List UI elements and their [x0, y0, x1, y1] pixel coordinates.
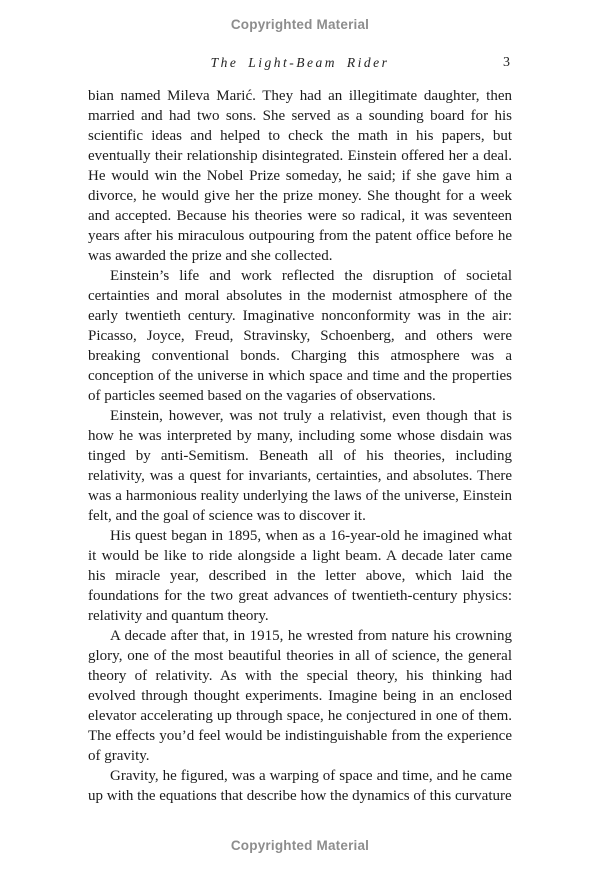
- paragraph: bian named Mileva Marić. They had an illegitimate daughter, then married and had two sons. She served as a sounding board for his scientific ideas and helped to check the math in his papers, but eventually their relationship disintegrated. Einstein offered her a deal. He would win the Nobel Prize someday, he said; if she gave him a divorce, he would give her the prize money. She thought for a week and accepted. Because his theories were so radical, it was seventeen years after his miraculous outpouring from the patent office before he was awarded the prize and she collected.: [88, 88, 512, 264]
- page-body: [88, 86, 512, 806]
- paragraph: Einstein, however, was not truly a relativist, even though that is how he was interpreted by many, including some whose disdain was tinged by anti-Semitism. Beneath all of his theories, including relativity, was a quest for invariants, certainties, and absolutes. There was a harmonious reality underlying the laws of the universe, Einstein felt, and the goal of science was to discover it.: [88, 408, 512, 524]
- paragraph: Gravity, he figured, was a warping of space and time, and he came up with the equations that describe how the dynamics of this curvature: [88, 768, 512, 804]
- chapter-title: The Light-Beam Rider: [210, 55, 390, 70]
- paragraph: A decade after that, in 1915, he wrested from nature his crowning glory, one of the most beautiful theories in all of science, the general theory of relativity. As with the special theory, his thinking had evolved through thought experiments. Imagine being in an enclosed elevator accelerating up through space, he conjectured in one of them. The effects you’d feel would be indistinguishable from the experience of gravity.: [88, 628, 512, 764]
- paragraph: His quest began in 1895, when as a 16-year-old he imagined what it would be like to ride alongside a light beam. A decade later came his miracle year, described in the letter above, which laid the foundations for the two great advances of twentieth-century physics: relativity and quantum theory.: [88, 528, 512, 624]
- copyright-notice-bottom: Copyrighted Material: [230, 838, 370, 853]
- paragraph: Einstein’s life and work reflected the disruption of societal certainties and moral absolutes in the modernist atmosphere of the early twentieth century. Imaginative nonconformity was in the air: Picasso, Joyce, Freud, Stravinsky, Schoenberg, and others were breaking conventional bonds. Charging this atmosphere was a conception of the universe in which space and time and the properties of particles seemed based on the vagaries of observations.: [88, 268, 512, 404]
- page-number: 3: [503, 55, 510, 70]
- copyright-notice-top: Copyrighted Material: [230, 17, 370, 32]
- running-header: [88, 55, 512, 73]
